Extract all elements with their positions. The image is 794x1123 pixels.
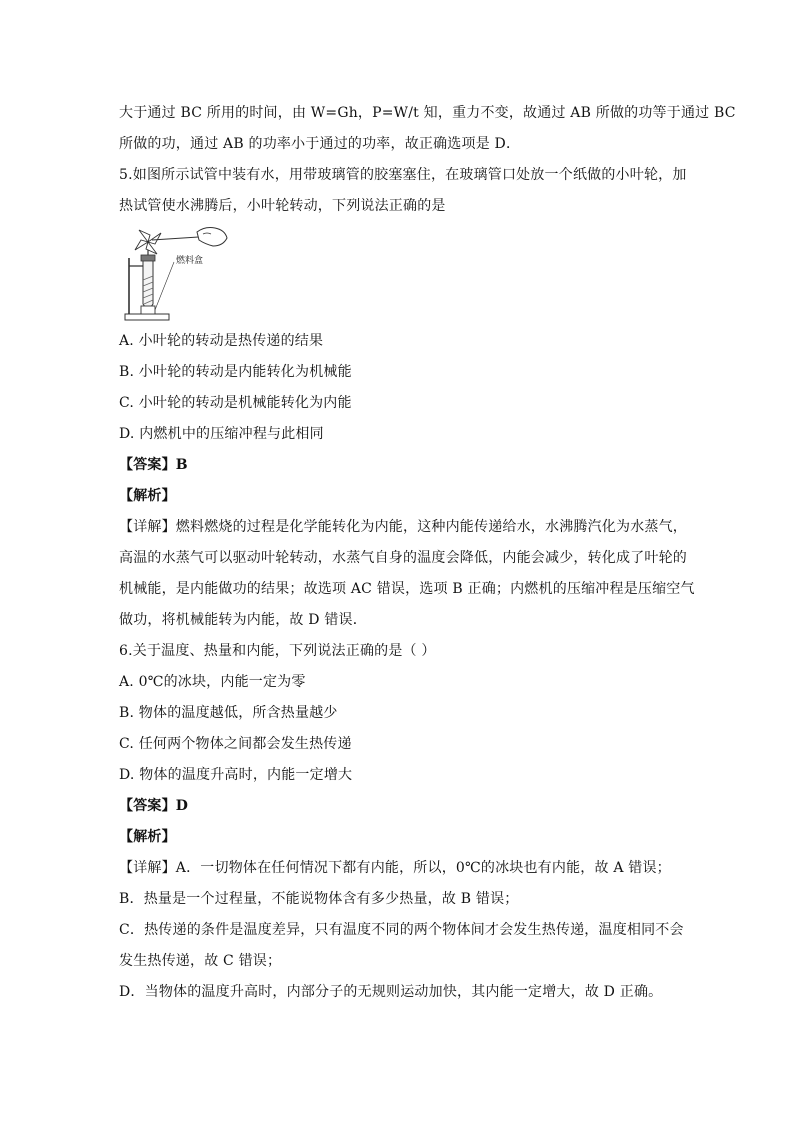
continuation-line-1: 大于通过 BC 所用的时间，由 W=Gh，P=W/t 知，重力不变，故通过 AB 所做的功等于通过 BC	[119, 105, 736, 121]
test-tube-pinwheel-figure	[119, 222, 231, 324]
question-6-stem: 6.关于温度、热量和内能，下列说法正确的是（ ）	[119, 643, 436, 659]
question-5-analysis-title: 【解析】	[119, 488, 176, 504]
continuation-line-2: 所做的功，通过 AB 的功率小于通过的功率，故正确选项是 D．	[119, 136, 521, 152]
question-5-detail-line-1: 【详解】燃料燃烧的过程是化学能转化为内能，这种内能传递给水，水沸腾汽化为水蒸气，	[119, 519, 687, 535]
fuel-box-label: 燃料盒	[176, 256, 204, 266]
apparatus-illustration	[119, 222, 231, 324]
question-6-option-a: A. 0℃的冰块，内能一定为零	[119, 674, 306, 690]
question-6-detail-line-1: 【详解】A．一切物体在任何情况下都有内能，所以，0℃的冰块也有内能，故 A 错误；	[119, 860, 671, 876]
question-6-detail-line-5: D．当物体的温度升高时，内部分子的无规则运动加快，其内能一定增大，故 D 正确。	[119, 984, 663, 1000]
question-6-option-d: D. 物体的温度升高时，内能一定增大	[119, 767, 353, 783]
question-6-option-b: B. 物体的温度越低，所含热量越少	[119, 705, 338, 721]
question-5-option-d: D. 内燃机中的压缩冲程与此相同	[119, 426, 324, 442]
question-5-detail-line-4: 做功，将机械能转为内能，故 D 错误．	[119, 612, 367, 628]
question-6-option-c: C. 任何两个物体之间都会发生热传递	[119, 736, 352, 752]
question-6-detail-line-4: 发生热传递，故 C 错误；	[119, 953, 282, 969]
question-5-answer: 【答案】B	[119, 457, 188, 473]
question-5-option-c: C. 小叶轮的转动是机械能转化为内能	[119, 395, 352, 411]
question-6-detail-line-3: C．热传递的条件是温度差异，只有温度不同的两个物体间才会发生热传递，温度相同不会	[119, 922, 684, 938]
question-6-answer: 【答案】D	[119, 798, 189, 814]
question-5-option-b: B. 小叶轮的转动是内能转化为机械能	[119, 364, 352, 380]
question-5-stem-line-2: 热试管使水沸腾后，小叶轮转动，下列说法正确的是	[119, 198, 446, 214]
question-5-stem-line-1: 5.如图所示试管中装有水，用带玻璃管的胶塞塞住，在玻璃管口处放一个纸做的小叶轮，加	[119, 167, 687, 183]
question-5-option-a: A. 小叶轮的转动是热传递的结果	[119, 333, 324, 349]
question-5-detail-line-2: 高温的水蒸气可以驱动叶轮转动，水蒸气自身的温度会降低，内能会减少，转化成了叶轮的	[119, 550, 687, 566]
question-5-detail-line-3: 机械能，是内能做功的结果；故选项 AC 错误，选项 B 正确；内燃机的压缩冲程是压缩空气	[119, 581, 695, 597]
question-6-analysis-title: 【解析】	[119, 829, 176, 845]
question-6-detail-line-2: B．热量是一个过程量，不能说物体含有多少热量，故 B 错误；	[119, 891, 519, 907]
